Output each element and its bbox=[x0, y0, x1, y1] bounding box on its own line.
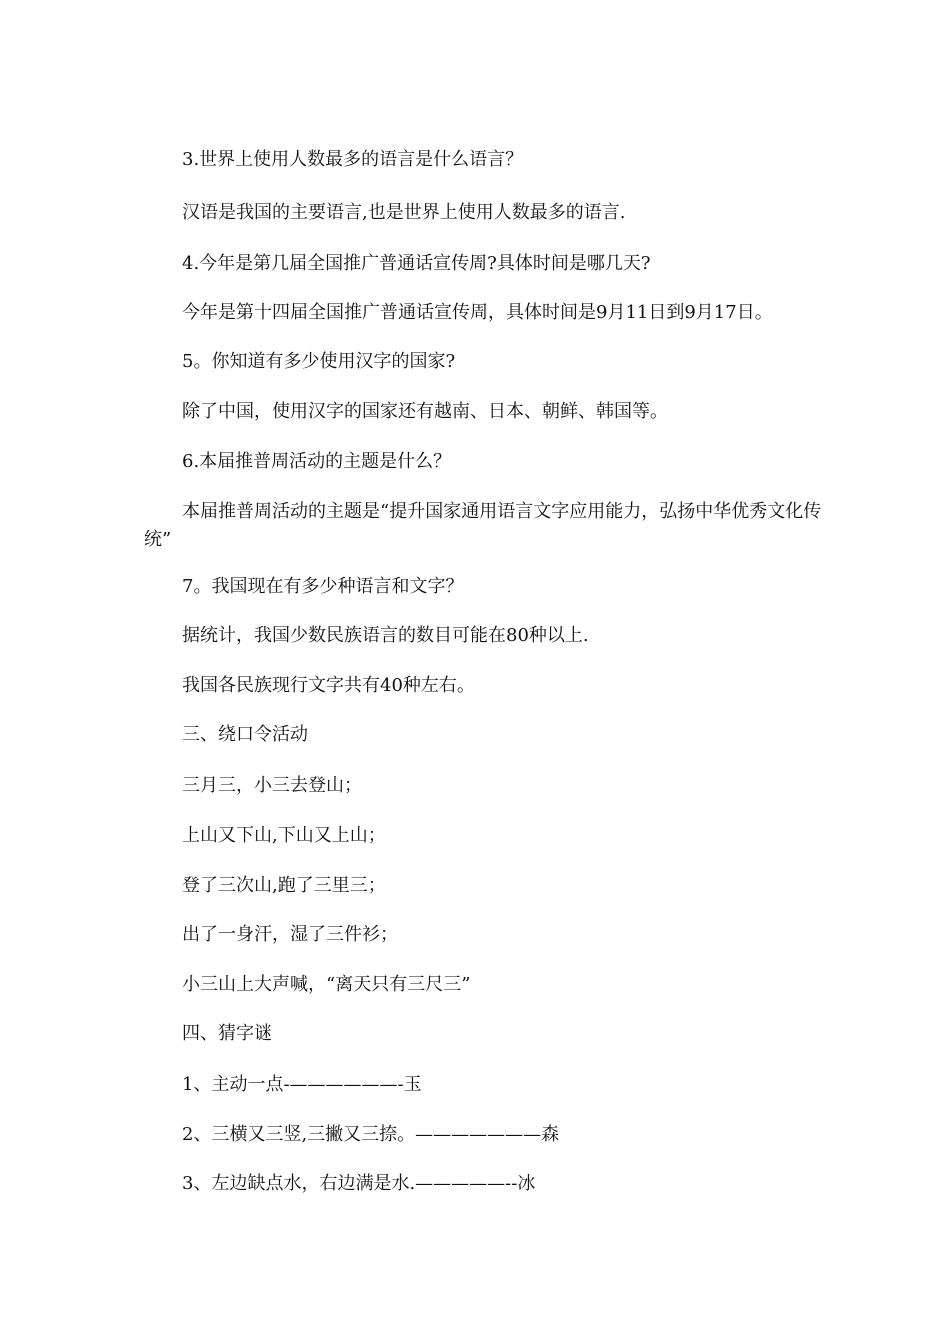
answer-6: 本届推普周活动的主题是“提升国家通用语言文字应用能力，弘扬中华优秀文化传统” bbox=[144, 501, 822, 550]
answer-7-scripts: 我国各民族现行文字共有40种左右。 bbox=[182, 675, 475, 696]
question-7: 7。我国现在有多少种语言和文字？ bbox=[182, 576, 464, 597]
question-6: 6.本届推普周活动的主题是什么？ bbox=[182, 451, 452, 472]
tongue-twister-line-1: 三月三，小三去登山； bbox=[182, 775, 362, 796]
answer-4: 今年是第十四届全国推广普通话宣传周，具体时间是9月11日到9月17日。 bbox=[182, 302, 773, 323]
tongue-twister-line-3: 登了三次山,跑了三里三； bbox=[182, 875, 386, 896]
section-tongue-twister-heading: 三、绕口令活动 bbox=[182, 724, 308, 745]
question-3: 3.世界上使用人数最多的语言是什么语言？ bbox=[182, 149, 524, 170]
answer-5: 除了中国，使用汉字的国家还有越南、日本、朝鲜、韩国等。 bbox=[182, 401, 668, 422]
tongue-twister-line-2: 上山又下山,下山又上山； bbox=[182, 825, 386, 846]
question-4: 4.今年是第几届全国推广普通话宣传周?具体时间是哪几天? bbox=[182, 253, 651, 274]
riddle-2: 2、三横又三竖,三撇又三捺。———————森 bbox=[182, 1124, 560, 1145]
tongue-twister-line-5: 小三山上大声喊，“离天只有三尺三” bbox=[182, 974, 471, 995]
riddle-1: 1、主动一点-——————-玉 bbox=[182, 1074, 422, 1095]
tongue-twister-line-4: 出了一身汗，湿了三件衫； bbox=[182, 924, 398, 945]
answer-7-languages: 据统计，我国少数民族语言的数目可能在80种以上. bbox=[182, 625, 589, 646]
section-riddle-heading: 四、猜字谜 bbox=[182, 1023, 272, 1044]
riddle-3: 3、左边缺点水，右边满是水.—————--冰 bbox=[182, 1173, 536, 1194]
answer-3: 汉语是我国的主要语言,也是世界上使用人数最多的语言. bbox=[182, 202, 626, 223]
question-5: 5。你知道有多少使用汉字的国家? bbox=[182, 351, 456, 372]
